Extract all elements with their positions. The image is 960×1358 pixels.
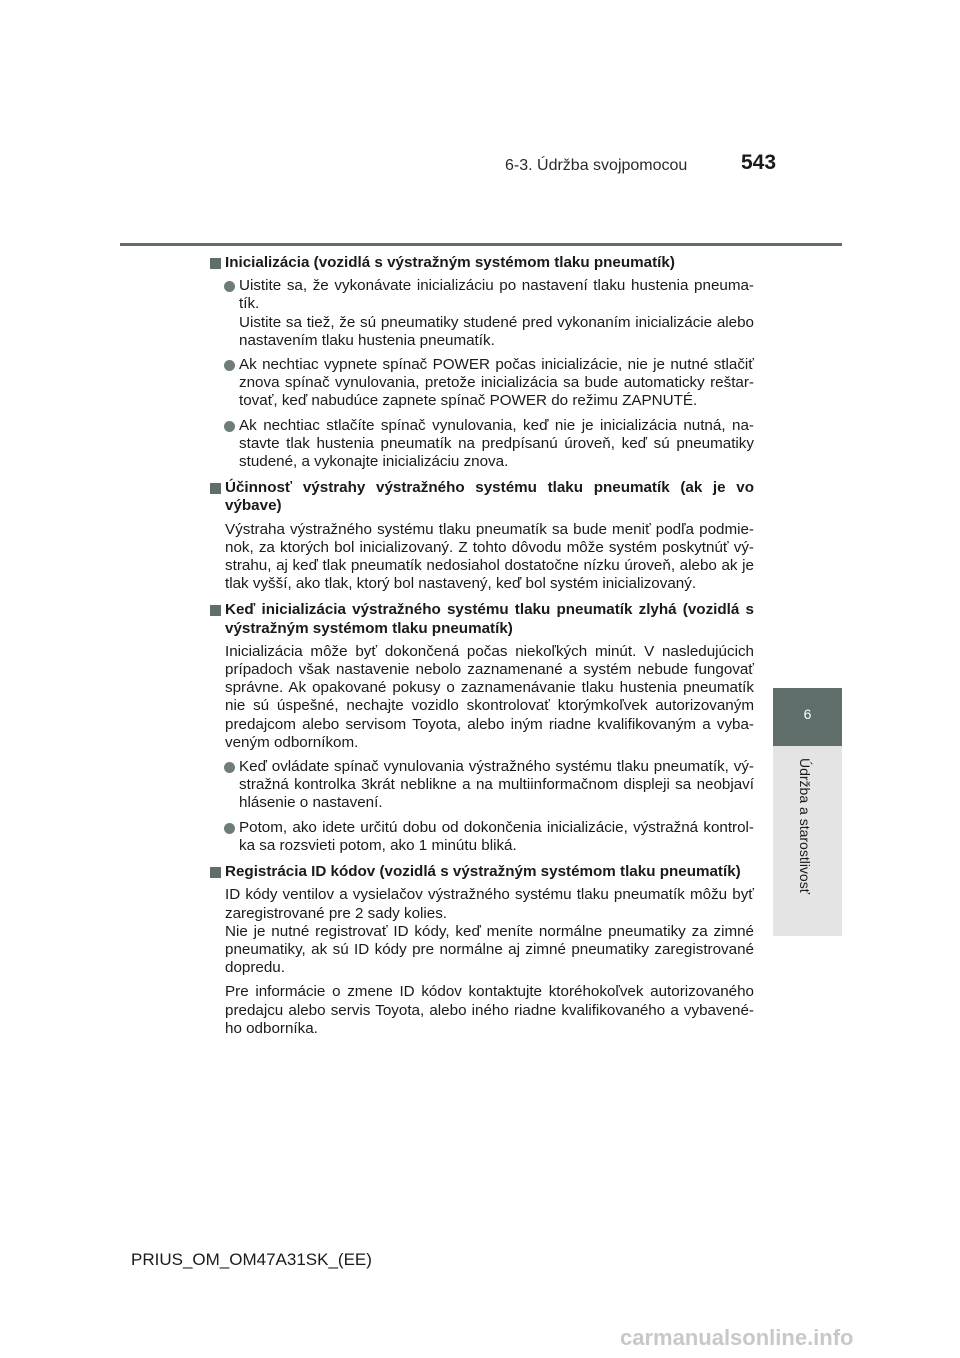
round-bullet-icon: [224, 421, 235, 432]
paragraph: Výstraha výstražného systému tlaku pneumatík sa bude meniť podľa podmie-nok, za ktorých bol inicializovaný. Z tohto dôvodu môže systém poskytnúť vý-strahu, aj keď tlak pneumatík nedosiahol dostatočne nízku úroveň, alebo ak je tlak vyšší, ako tlak, ktorý bol nastavený, keď bol systém inicializovaný.: [225, 520, 754, 593]
round-bullet-icon: [224, 823, 235, 834]
square-bullet-icon: [210, 605, 221, 616]
round-bullet-icon: [224, 762, 235, 773]
header-rule: [120, 243, 842, 246]
section-heading: Keď inicializácia výstražného systému tlaku pneumatík zlyhá (vozidlá s výstražným systémom tlaku pneumatík): [210, 601, 754, 637]
chapter-tab-number-box: [773, 688, 842, 746]
paragraph: Inicializácia môže byť dokončená počas niekoľkých minút. V nasledujúcich prípadoch však nastavenie nebolo zaznamenané a systém nebude fungovať správne. Ak opakované pokusy o zaznamenávanie tlaku hustenia pneumatík nie sú úspešné, nechajte vozidlo skontrolovať ktorýmkoľvek autorizovaným predajcom alebo servisom Toyota, alebo iným riadne kvalifikovaným a vyba-veným odborníkom.: [225, 642, 754, 751]
square-bullet-icon: [210, 483, 221, 494]
list-item: Potom, ako idete určitú dobu od dokončenia inicializácie, výstražná kontrol-ka sa rozsvieti potom, ako 1 minútu bliká.: [210, 819, 754, 855]
running-header-section: 6-3. Údržba svojpomocou: [505, 157, 688, 174]
list-item: Uistite sa, že vykonávate inicializáciu po nastavení tlaku hustenia pneuma-tík. Uistite sa tiež, že sú pneumatiky studené pred vykonaním inicializácie alebo nastavením tlaku hustenia pneumatík.: [210, 277, 754, 350]
section-heading: Inicializácia (vozidlá s výstražným systémom tlaku pneumatík): [210, 254, 754, 272]
round-bullet-icon: [224, 360, 235, 371]
section-heading: Účinnosť výstrahy výstražného systému tlaku pneumatík (ak je vo výbave): [210, 479, 754, 515]
round-bullet-icon: [224, 281, 235, 292]
document-code-footer: PRIUS_OM_OM47A31SK_(EE): [131, 1250, 372, 1269]
list-item: Ak nechtiac stlačíte spínač vynulovania, keď nie je inicializácia nutná, na-stavte tlak hustenia pneumatík na predpísanú úroveň, keď sú pneumatiky studené, a vykonajte inicializáciu znova.: [210, 417, 754, 472]
paragraph: Pre informácie o zmene ID kódov kontaktujte ktoréhokoľvek autorizovaného predajcu alebo servis Toyota, alebo iného riadne kvalifikovaného a vybavené-ho odborníka.: [225, 983, 754, 1037]
page-number: 543: [741, 151, 777, 174]
section-heading: Registrácia ID kódov (vozidlá s výstražným systémom tlaku pneumatík): [210, 863, 754, 881]
square-bullet-icon: [210, 258, 221, 269]
paragraph: ID kódy ventilov a vysielačov výstražného systému tlaku pneumatík môžu byť zaregistrované pre 2 sady kolies. Nie je nutné registrovať ID kódy, keď meníte normálne pneumatiky za zimné pneumatiky, ak sú ID kódy pre normálne aj zimné pneumatiky zaregistrované dopredu.: [225, 886, 754, 977]
chapter-tab-label: Údržba a starostlivosť: [797, 758, 813, 894]
list-item: Keď ovládate spínač vynulovania výstražného systému tlaku pneumatík, vý-stražná kontrolka 3krát neblikne a na multiinformačnom displeji sa neobjaví hlásenie o nastavení.: [210, 758, 754, 813]
list-item: Ak nechtiac vypnete spínač POWER počas inicializácie, nie je nutné stlačiť znova spínač vynulovania, pretože inicializácia sa bude automaticky reštar-tovať, keď nabudúce zapnete spínač POWER do režimu ZAPNUTÉ.: [210, 356, 754, 411]
watermark: carmanualsonline.info: [620, 1325, 854, 1350]
square-bullet-icon: [210, 867, 221, 878]
page-content: [210, 254, 754, 1044]
chapter-number: 6: [803, 706, 812, 722]
